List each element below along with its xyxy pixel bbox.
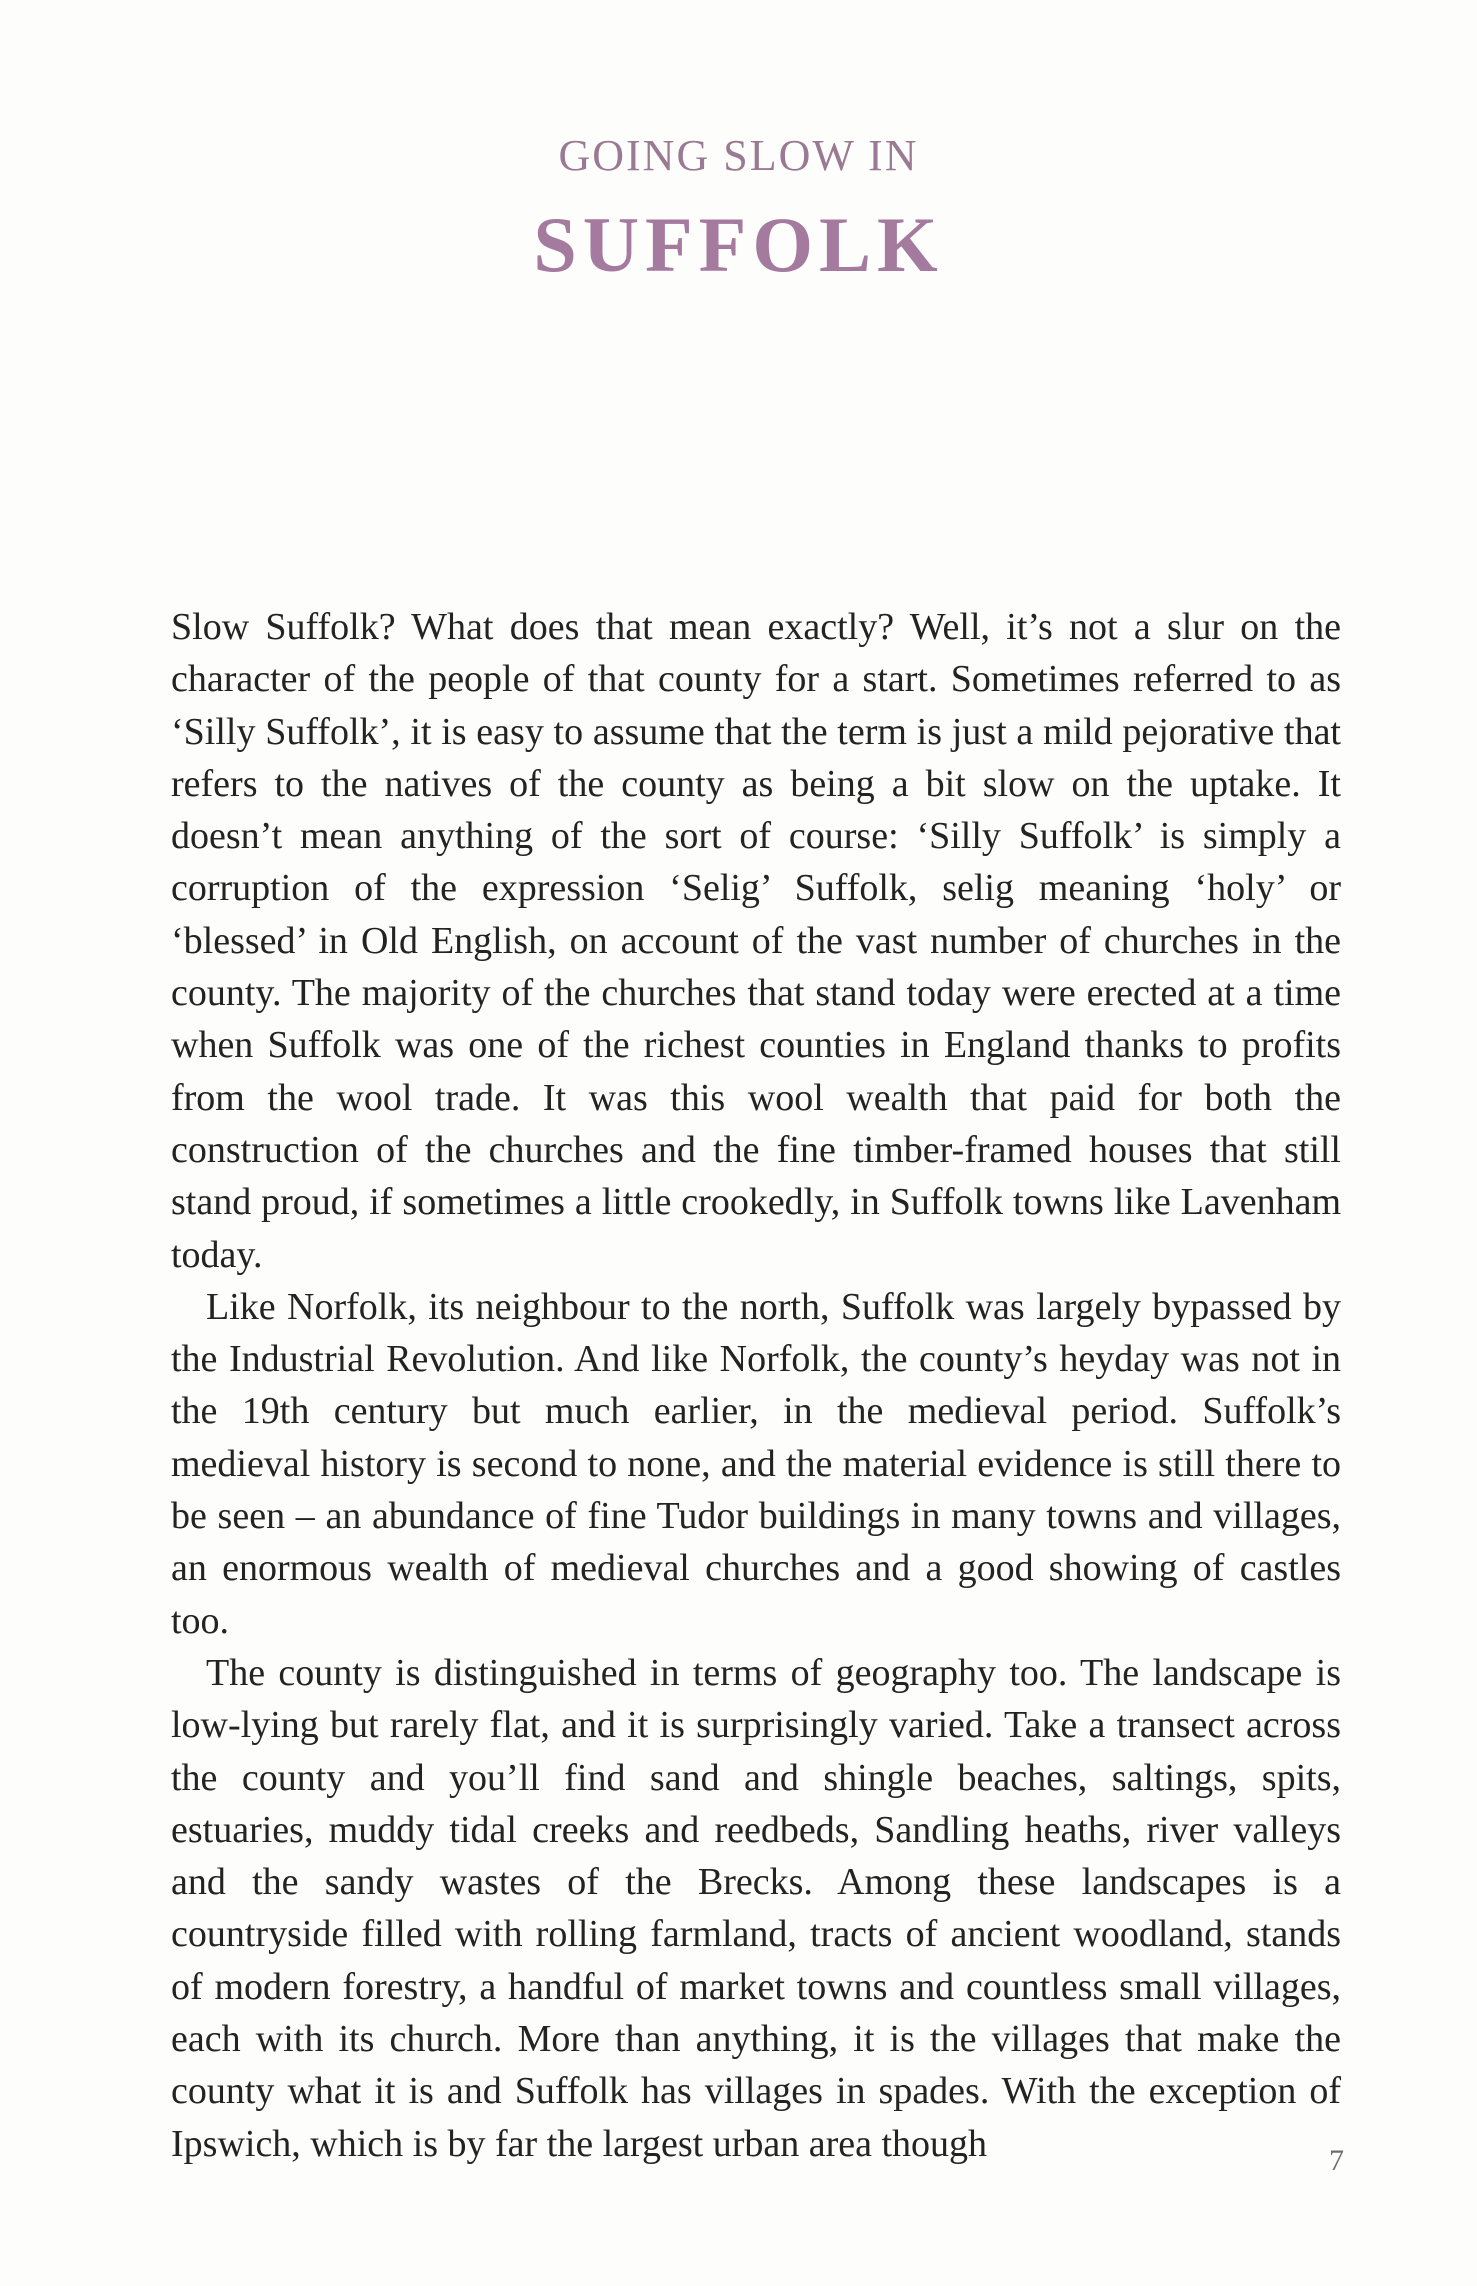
chapter-kicker: GOING SLOW IN bbox=[558, 131, 919, 180]
paragraph-2: Like Norfolk, its neighbour to the north, Suffolk was largely bypassed by the Industrial Revolution. And like Norfolk, the county’s heyday was not in the 19th century but much earlier, in the medieval period. Suffolk’s medieval history is second to none, and the material evidence is still there to be seen – an abundance of fine Tudor buildings in many towns and villages, an enormous wealth of medieval churches and a good showing of castles too. bbox=[171, 1285, 1341, 1642]
paragraph-3: The county is distinguished in terms of geography too. The landscape is low-lying but rarely flat, and it is surprisingly varied. Take a transect across the county and you’ll find sand and shingle beaches, saltings, spits, estuaries, muddy tidal creeks and reedbeds, Sandling heaths, river valleys and the sandy wastes of the Brecks. Among these landscapes is a countryside filled with rolling farmland, tracts of ancient woodland, stands of modern forestry, a handful of market towns and countless small villages, each with its church. More than anything, it is the villages that make the county what it is and Suffolk has villages in spades. With the exception of Ipswich, which is by far the largest urban area though bbox=[171, 1651, 1341, 2165]
paragraph-1: Slow Suffolk? What does that mean exactly? Well, it’s not a slur on the character of the people of that county for a start. Sometimes referred to as ‘Silly Suffolk’, it is easy to assume that the term is just a mild pejorative that refers to the natives of the county as being a bit slow on the uptake. It doesn’t mean anything of the sort of course: ‘Silly Suffolk’ is simply a corruption of the expression ‘Selig’ Suffolk, selig meaning ‘holy’ or ‘blessed’ in Old English, on account of the vast number of churches in the county. The majority of the churches that stand today were erected at a time when Suffolk was one of the richest counties in England thanks to profits from the wool trade. It was this wool wealth that paid for both the construction of the churches and the fine timber-framed houses that still stand proud, if sometimes a little crookedly, in Suffolk towns like Lavenham today. bbox=[171, 606, 1341, 1276]
body-text bbox=[171, 601, 1341, 2170]
page-number: 7 bbox=[1329, 2144, 1344, 2177]
chapter-title: SUFFOLK bbox=[533, 201, 944, 288]
